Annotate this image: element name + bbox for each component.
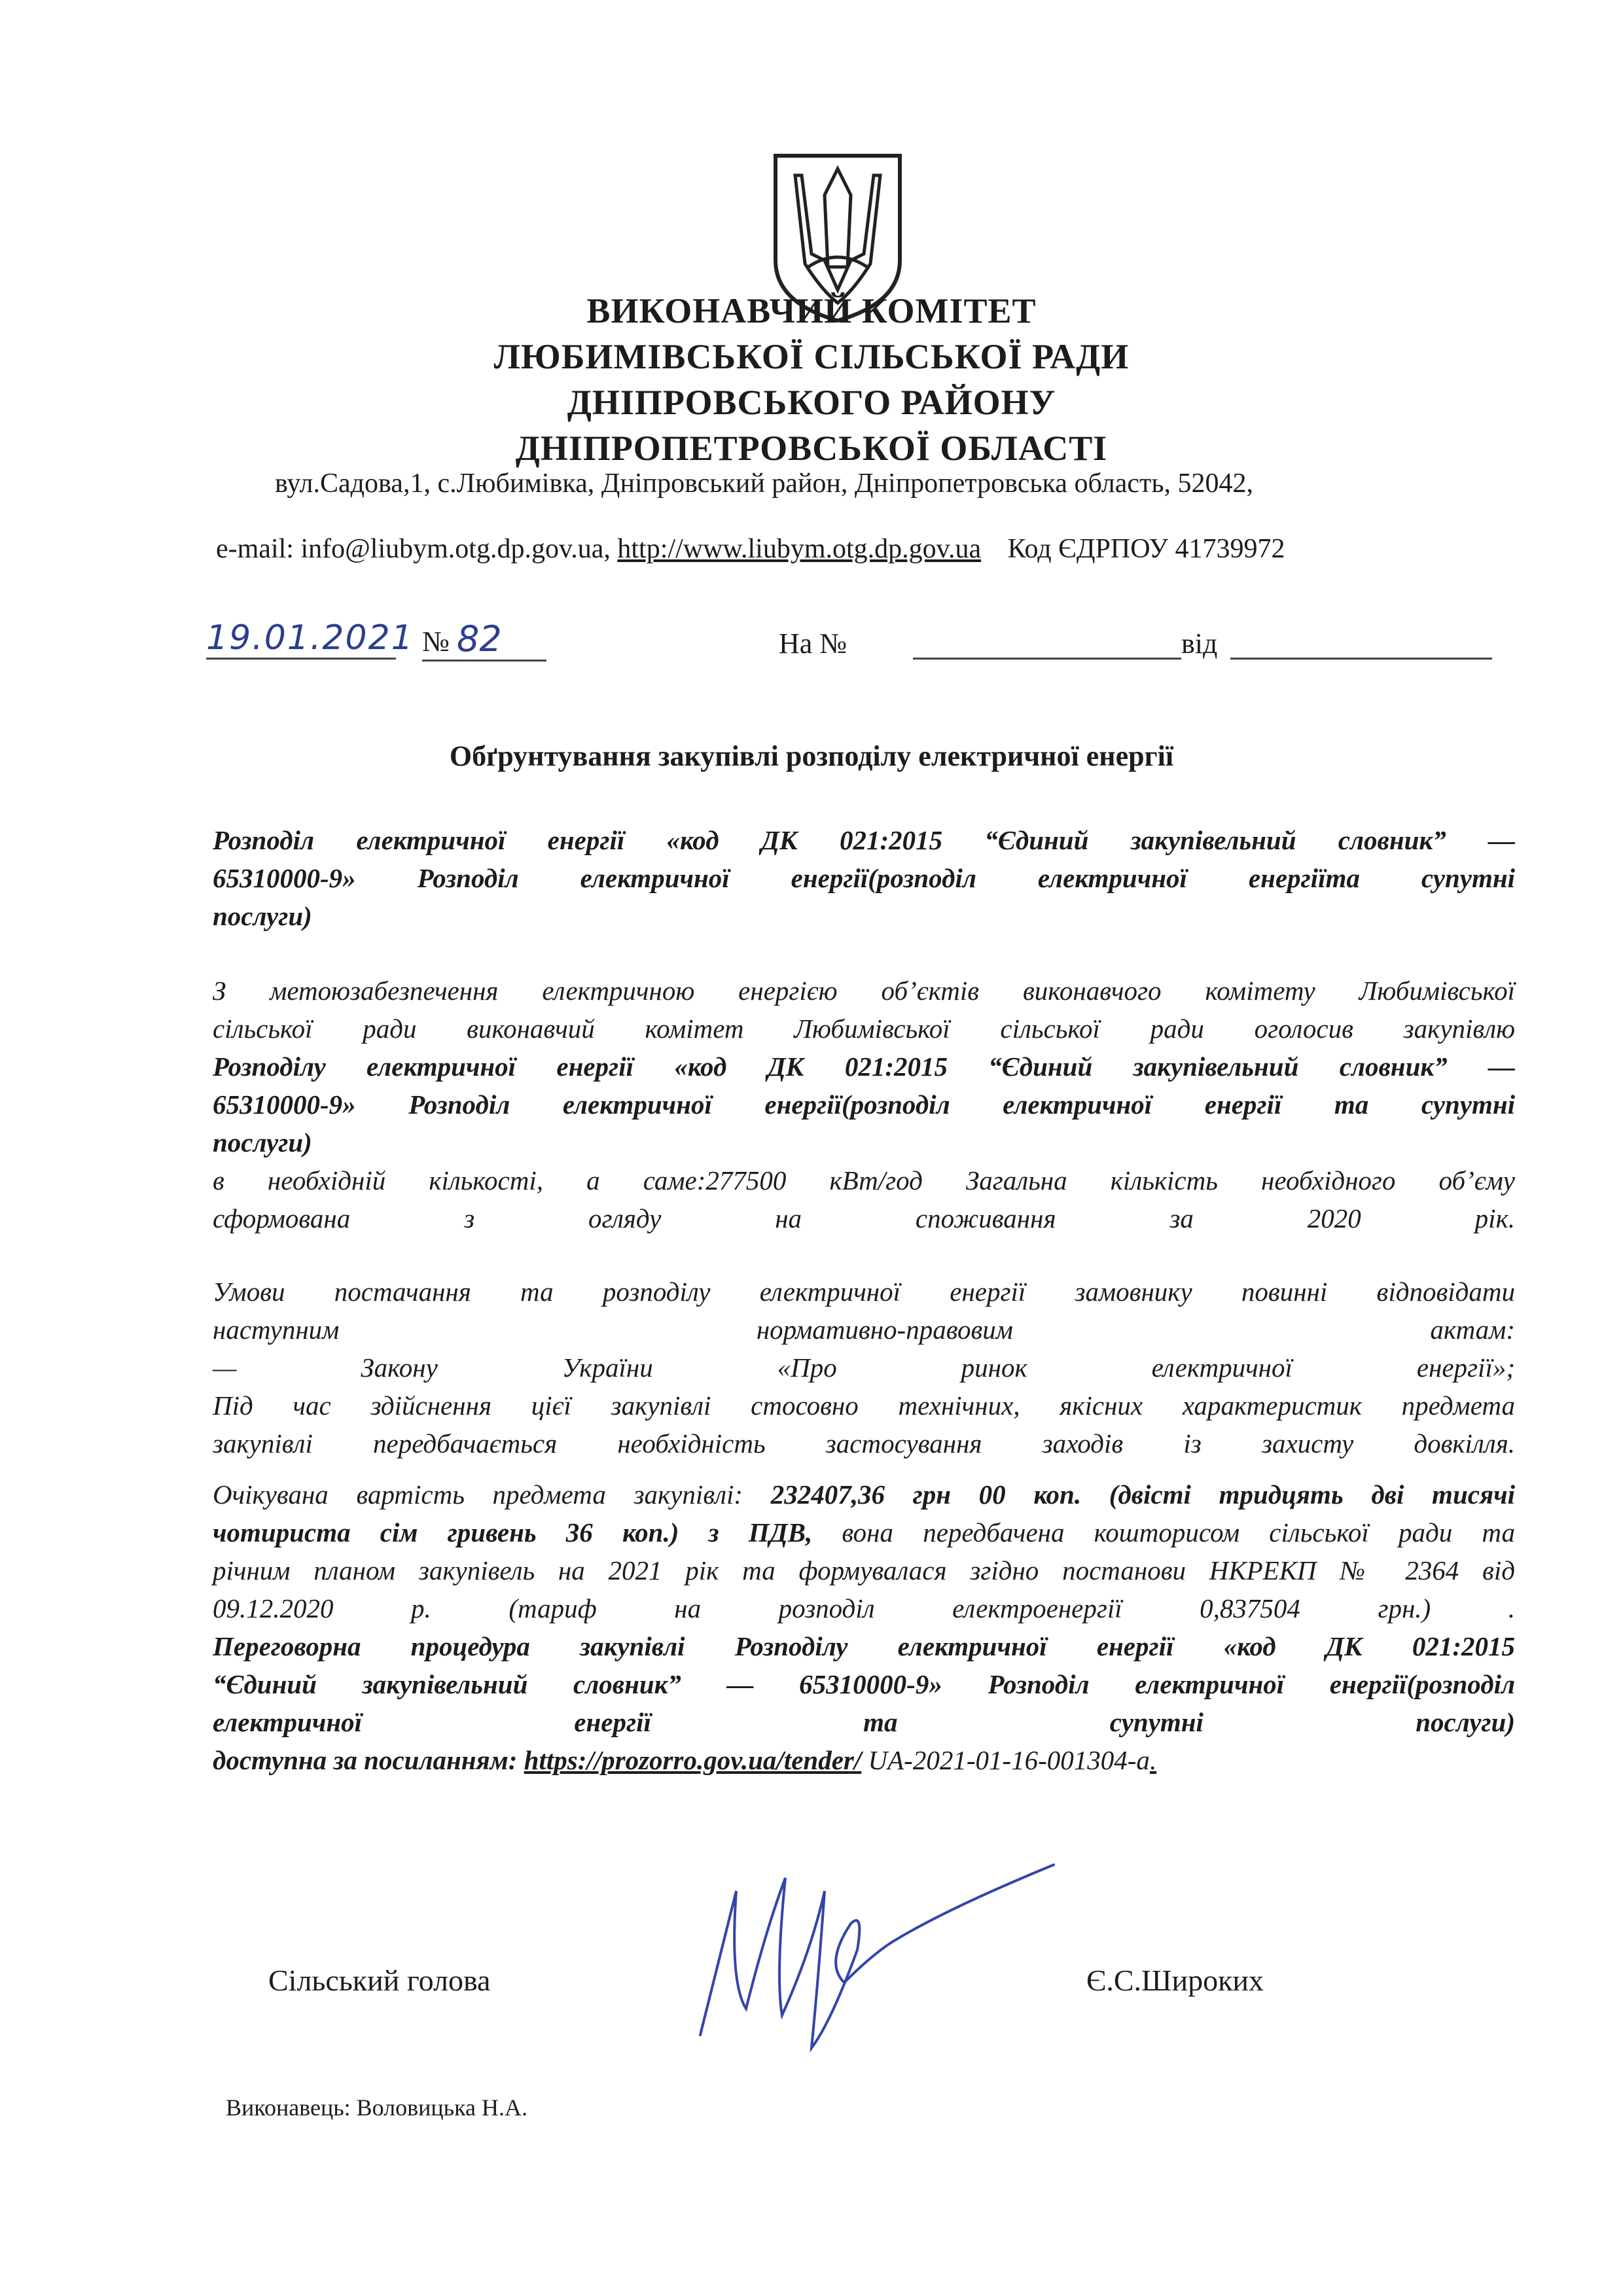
incoming-date-label: від xyxy=(1181,627,1218,660)
text-line: наступним нормативно-правовим актам: xyxy=(213,1315,1515,1345)
tender-id: UA-2021-01-16-001304-a xyxy=(861,1745,1150,1775)
outgoing-number xyxy=(422,618,546,662)
org-line: ДНІПРОВСЬКОГО РАЙОНУ xyxy=(567,383,1056,422)
text-line: Умови постачання та розподілу електричної енергії замовнику повинні відповідати xyxy=(213,1277,1515,1307)
number-value: 82 xyxy=(456,618,502,660)
text-line xyxy=(213,1741,1515,1779)
signatory-position: Сільський голова xyxy=(268,1964,491,1997)
text-line xyxy=(213,1475,1515,1513)
email[interactable]: info@liubym.otg.dp.gov.ua, xyxy=(300,534,611,564)
cost-label: Очікувана вартість предмета закупівлі: xyxy=(213,1479,771,1510)
cost-value: 232407,36 грн 00 коп. (двісті тридцять дві тисячі xyxy=(770,1479,1515,1510)
text-line: 65310000-9» Розподіл електричної енергії(розподіл електричної енергії та супутні xyxy=(213,1089,1515,1120)
incoming-date-blank xyxy=(1230,658,1492,660)
text-line: З метоюзабезпечення електричною енергією об’єктів виконавчого комітету Любимівської xyxy=(213,976,1515,1006)
subject-paragraph xyxy=(213,821,1515,935)
signatory-name: Є.С.Широких xyxy=(1086,1964,1264,1997)
incoming-number-blank xyxy=(913,658,1181,660)
text-line: послуги) xyxy=(213,1127,312,1157)
text-line: в необхідній кількості, а саме:277500 кВт/год Загальна кількість необхідного об’єму xyxy=(213,1165,1515,1195)
text-line: послуги) xyxy=(213,901,312,931)
org-line: ВИКОНАВЧИЙ КОМІТЕТ xyxy=(586,291,1037,330)
text-line xyxy=(213,1513,1515,1551)
text-line: закупівлі передбачається необхідність застосування заходів із захисту довкілля. xyxy=(213,1428,1515,1458)
text-line: — Закону України «Про ринок електричної енергії»; xyxy=(213,1352,1515,1383)
text-line: сформована з огляду на споживання за 2020 рік. xyxy=(213,1203,1515,1233)
edrpou-code: Код ЄДРПОУ 41739972 xyxy=(1007,534,1285,564)
cost-value-cont: чотириста сім гривень 36 коп.) з ПДВ, xyxy=(213,1517,813,1547)
text-line: 09.12.2020 р. (тариф на розподіл електроенергії 0,837504 грн.) . xyxy=(213,1593,1515,1623)
org-line: ДНІПРОПЕТРОВСЬКОЇ ОБЛАСТІ xyxy=(515,429,1108,468)
cost-paragraph xyxy=(213,1475,1515,1779)
text-line: 65310000-9» Розподіл електричної енергії(розподіл електричної енергіїта супутні xyxy=(213,863,1515,893)
email-label: e-mail: xyxy=(216,534,294,564)
text-line: електричної енергії та супутні послуги) xyxy=(213,1707,1515,1737)
document-title: Обґрунтування закупівлі розподілу електричної енергії xyxy=(449,740,1174,772)
text-line: Під час здійснення цієї закупівлі стосовно технічних, якісних характеристик предмета xyxy=(213,1390,1515,1421)
text-line: “Єдиний закупівельний словник” — 65310000-9» Розподіл електричної енергії(розподіл xyxy=(213,1669,1515,1699)
org-line: ЛЮБИМІВСЬКОЇ СІЛЬСЬКОЇ РАДИ xyxy=(493,337,1130,376)
purpose-paragraph xyxy=(213,972,1515,1237)
text-line: Розподіл електричної енергії «код ДК 021:2015 “Єдиний закупівельний словник” — xyxy=(213,825,1515,855)
executor: Виконавець: Воловицька Н.А. xyxy=(226,2094,528,2121)
incoming-ref-label: На № xyxy=(779,627,847,660)
prozorro-link[interactable]: https://prozorro.gov.ua/tender/ xyxy=(524,1745,862,1775)
handwritten-signature xyxy=(661,1852,1067,2068)
outgoing-date: 19.01.2021 xyxy=(206,618,396,660)
number-sign: № xyxy=(422,626,450,658)
website-link[interactable]: http://www.liubym.otg.dp.gov.ua xyxy=(617,534,982,564)
link-label: доступна за посиланням: xyxy=(213,1745,524,1775)
text-line: річним планом закупівель на 2021 рік та формувалася згідно постанови НКРЕКП № 2364 від xyxy=(213,1555,1515,1585)
address: вул.Садова,1, с.Любимівка, Дніпровський район, Дніпропетровська область, 52042, xyxy=(275,468,1254,499)
organization-name xyxy=(0,288,1623,471)
text-line: Переговорна процедура закупівлі Розподілу електричної енергії «код ДК 021:2015 xyxy=(213,1631,1515,1661)
conditions-paragraph xyxy=(213,1273,1515,1462)
text-line: Розподілу електричної енергії «код ДК 021:2015 “Єдиний закупівельний словник” — xyxy=(213,1051,1515,1082)
trailing-period: . xyxy=(1149,1745,1157,1775)
contacts xyxy=(216,533,1525,565)
text-line: сільської ради виконавчий комітет Любимівської сільської ради оголосив закупівлю xyxy=(213,1014,1515,1044)
cost-note: вона передбачена кошторисом сільської ради та xyxy=(812,1517,1515,1547)
